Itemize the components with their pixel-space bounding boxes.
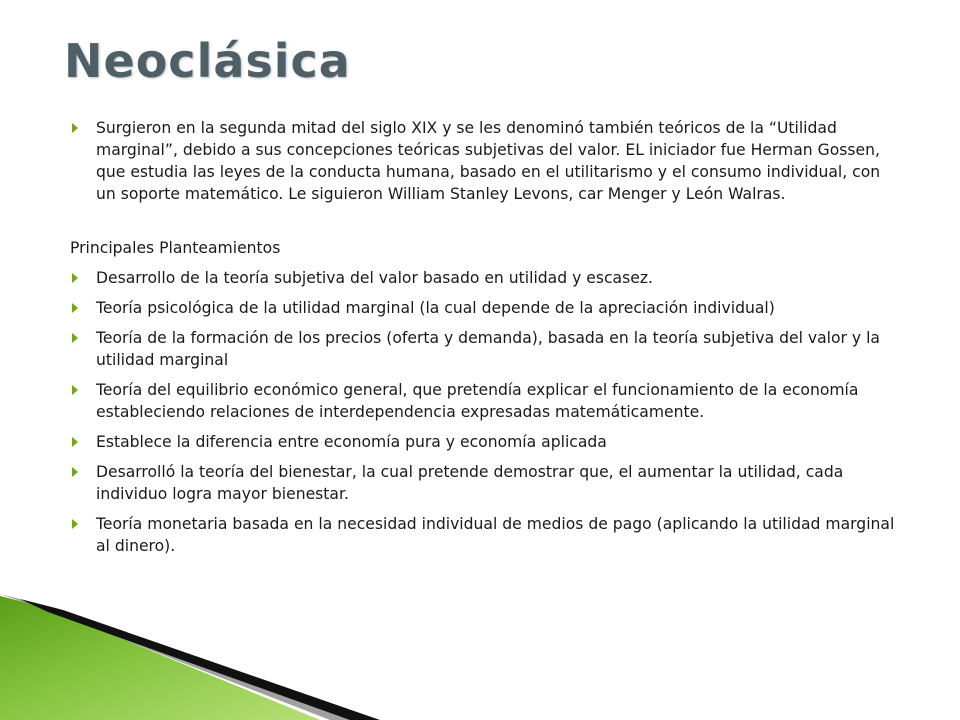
black-swoosh	[20, 599, 380, 720]
point-item	[70, 267, 896, 289]
bullet-triangle-icon	[72, 437, 78, 447]
slide-content	[70, 117, 896, 565]
point-text: Desarrolló la teoría del bienestar, la cual pretende demostrar que, el aumentar la utilidad, cada individuo logra mayor bienestar.	[96, 463, 844, 503]
point-text: Desarrollo de la teoría subjetiva del valor basado en utilidad y escasez.	[96, 269, 653, 287]
point-text: Teoría de la formación de los precios (oferta y demanda), basada en la teoría subjetiva del valor y la utilidad marginal	[96, 329, 880, 369]
bullet-triangle-icon	[72, 467, 78, 477]
point-item	[70, 379, 896, 423]
bullet-triangle-icon	[72, 385, 78, 395]
point-item	[70, 297, 896, 319]
green-wedge	[0, 596, 320, 720]
point-item	[70, 431, 896, 453]
spacer	[70, 221, 896, 237]
bullet-triangle-icon	[72, 303, 78, 313]
point-text: Teoría monetaria basada en la necesidad individual de medios de pago (aplicando la utilidad marginal al dinero).	[96, 515, 895, 555]
point-text: Establece la diferencia entre economía pura y economía aplicada	[96, 433, 607, 451]
intro-text: Surgieron en la segunda mitad del siglo XIX y se les denominó también teóricos de la “Utilidad marginal”, debido a sus concepciones teóricas subjetivas del valor. EL iniciador fue Herman Gossen, que estudia las leyes de la conducta humana, basado en el utilitarismo y el consumo individual, con un soporte matemático. Le siguieron William Stanley Levons, car Menger y León Walras.	[96, 119, 881, 203]
slide-title: Neoclásica	[64, 34, 351, 88]
intro-item	[70, 117, 896, 205]
bullet-triangle-icon	[72, 123, 78, 133]
point-text: Teoría del equilibrio económico general, que pretendía explicar el funcionamiento de la economía estableciendo relaciones de interdependencia expresadas matemáticamente.	[96, 381, 859, 421]
principal-heading: Principales Planteamientos	[70, 239, 281, 257]
bullet-triangle-icon	[72, 273, 78, 283]
bullet-triangle-icon	[72, 333, 78, 343]
gray-swoosh	[0, 594, 360, 720]
point-text: Teoría psicológica de la utilidad marginal (la cual depende de la apreciación individual)	[96, 299, 775, 317]
point-item	[70, 513, 896, 557]
point-item	[70, 327, 896, 371]
bullet-triangle-icon	[72, 519, 78, 529]
point-item	[70, 461, 896, 505]
